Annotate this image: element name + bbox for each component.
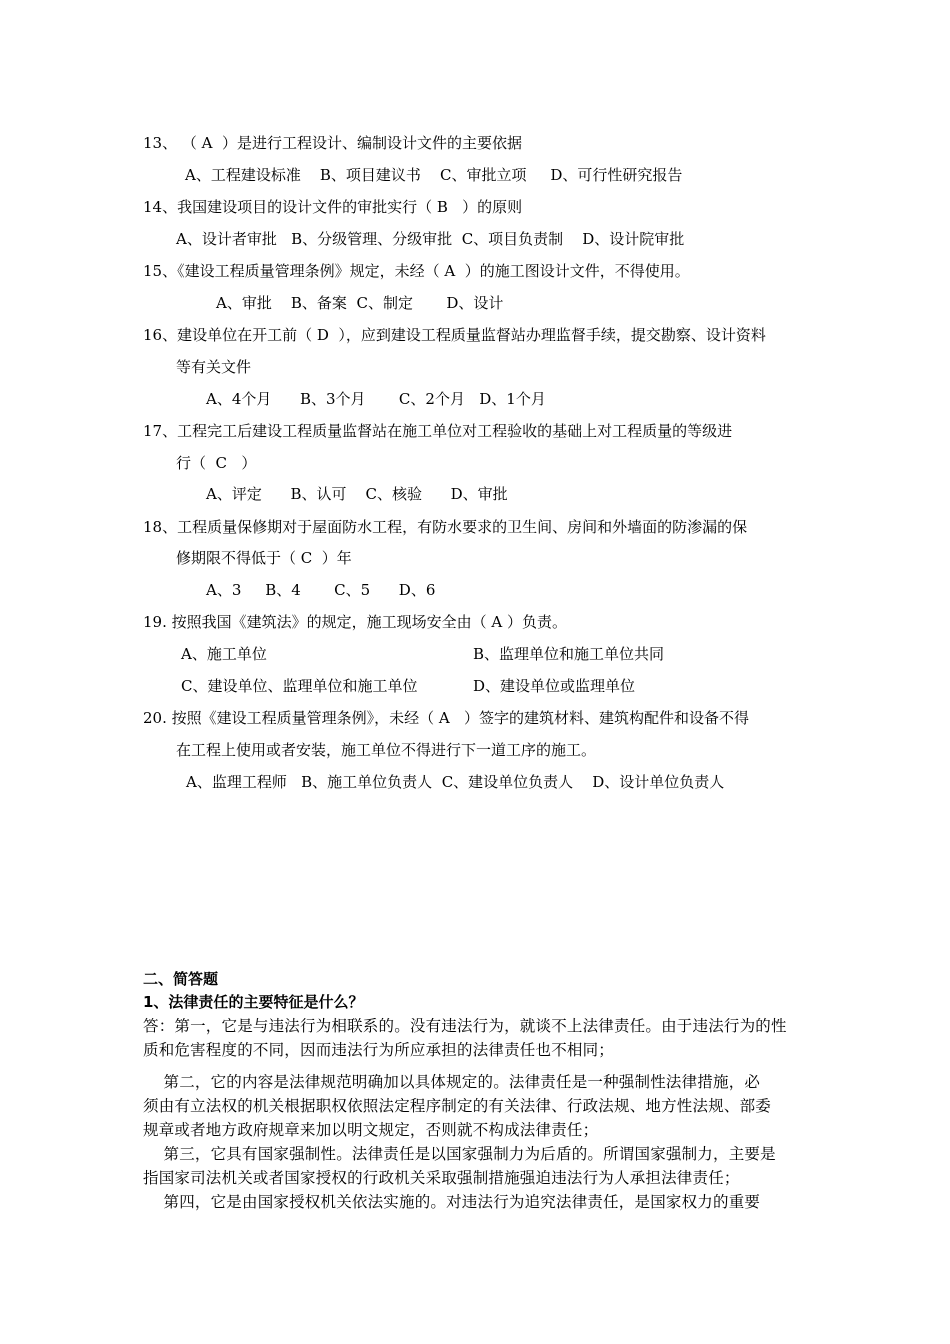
question-14-stem: 14、我国建设项目的设计文件的审批实行（ B ）的原则 (143, 198, 523, 216)
question-18-stem-line1: 18、工程质量保修期对于屋面防水工程，有防水要求的卫生间、房间和外墙面的防渗漏的保 (143, 518, 748, 536)
answer-line-1: 答：第一，它是与违法行为相联系的。没有违法行为，就谈不上法律责任。由于违法行为的性 (143, 1017, 787, 1035)
question-18-stem-line2: 修期限不得低于（ C ）年 (176, 549, 352, 567)
question-13-stem: 13、 （ A ）是进行工程设计、编制设计文件的主要依据 (143, 134, 522, 152)
question-19-option-d: D、建设单位或监理单位 (473, 677, 636, 695)
question-20-stem-line1: 20. 按照《建设工程质量管理条例》，未经（ A ）签字的建筑材料、建筑构配件和设备不得 (143, 709, 750, 727)
question-13-options: A、工程建设标准 B、项目建议书 C、审批立项 D、可行性研究报告 (185, 166, 683, 184)
answer-line-7: 指国家司法机关或者国家授权的行政机关采取强制措施强迫违法行为人承担法律责任； (143, 1169, 740, 1187)
answer-line-3: 第二，它的内容是法律规范明确加以具体规定的。法律责任是一种强制性法律措施，必 (143, 1073, 761, 1091)
question-16-stem-line1: 16、建设单位在开工前（ D ），应到建设工程质量监督站办理监督手续，提交勘察、设计资料 (143, 326, 766, 344)
question-16-options: A、4个月 B、3个月 C、2个月 D、1个月 (206, 390, 546, 408)
answer-line-8: 第四，它是由国家授权机关依法实施的。对违法行为追究法律责任，是国家权力的重要 (143, 1193, 761, 1211)
answer-line-5: 规章或者地方政府规章来加以明文规定，否则就不构成法律责任； (143, 1121, 599, 1139)
question-17-stem-line1: 17、工程完工后建设工程质量监督站在施工单位对工程验收的基础上对工程质量的等级进 (143, 422, 733, 440)
question-14-options: A、设计者审批 B、分级管理、分级审批 C、项目负责制 D、设计院审批 (176, 230, 685, 248)
question-19-option-b: B、监理单位和施工单位共同 (473, 645, 665, 663)
question-19-option-a: A、施工单位 (181, 645, 267, 663)
question-17-stem-line2: 行（ C ） (176, 454, 257, 472)
question-heading: 1、法律责任的主要特征是什么？ (143, 993, 364, 1011)
question-20-options: A、监理工程师 B、施工单位负责人 C、建设单位负责人 D、设计单位负责人 (186, 773, 725, 791)
question-15-stem: 15、《建设工程质量管理条例》规定，未经（ A ）的施工图设计文件，不得使用。 (143, 262, 690, 280)
question-19-option-c: C、建设单位、监理单位和施工单位 (181, 677, 418, 695)
question-16-stem-line2: 等有关文件 (176, 358, 252, 376)
answer-line-4: 须由有立法权的机关根据职权依照法定程序制定的有关法律、行政法规、地方性法规、部委 (143, 1097, 772, 1115)
question-17-options: A、评定 B、认可 C、核验 D、审批 (206, 485, 508, 503)
answer-line-2: 质和危害程度的不同，因而违法行为所应承担的法律责任也不相同； (143, 1041, 615, 1059)
section-heading: 二、简答题 (143, 970, 219, 988)
question-18-options: A、3 B、4 C、5 D、6 (206, 581, 436, 599)
answer-line-6: 第三，它具有国家强制性。法律责任是以国家强制力为后盾的。所谓国家强制力，主要是 (143, 1145, 776, 1163)
question-15-options: A、审批 B、备案 C、制定 D、设计 (216, 294, 504, 312)
question-19-stem: 19. 按照我国《建筑法》的规定，施工现场安全由（ A ）负责。 (143, 613, 567, 631)
question-20-stem-line2: 在工程上使用或者安装，施工单位不得进行下一道工序的施工。 (176, 741, 597, 759)
